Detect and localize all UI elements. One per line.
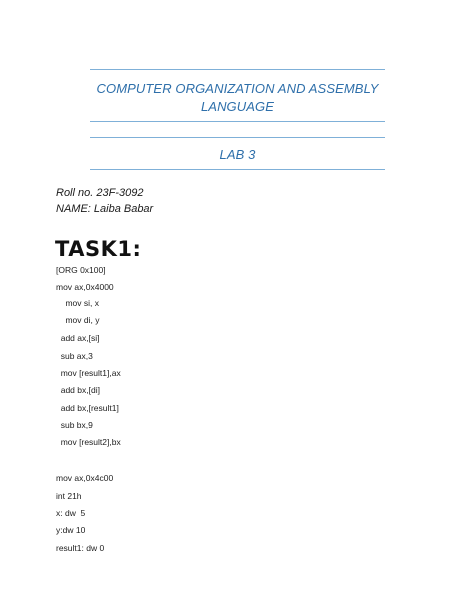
lab-bottom-rule — [90, 169, 385, 170]
code-line-8: add bx,[di] — [56, 385, 100, 395]
title-bottom-rule — [90, 121, 385, 122]
code-line-16: result1: dw 0 — [56, 543, 105, 553]
code-line-12: mov ax,0x4c00 — [56, 473, 114, 483]
task-heading: TASK1: — [55, 237, 142, 261]
title-top-rule — [90, 69, 385, 70]
code-line-15: y:dw 10 — [56, 525, 86, 535]
title-line-2: LANGUAGE — [200, 99, 275, 114]
code-line-7: mov [result1],ax — [56, 368, 121, 378]
code-line-6: sub ax,3 — [56, 351, 93, 361]
title-line-1: COMPUTER ORGANIZATION AND ASSEMBLY — [96, 81, 379, 96]
roll-number: Roll no. 23F-3092 — [56, 187, 144, 199]
code-line-2: mov ax,0x4000 — [56, 282, 114, 292]
code-line-9: add bx,[result1] — [56, 403, 119, 413]
code-line-13: int 21h — [56, 491, 82, 501]
code-line-3: mov si, x — [56, 298, 99, 308]
code-line-11: mov [result2],bx — [56, 437, 121, 447]
lab-number: LAB 3 — [219, 147, 256, 162]
lab-top-rule — [90, 137, 385, 138]
code-line-10: sub bx,9 — [56, 420, 93, 430]
code-line-14: x: dw 5 — [56, 508, 86, 518]
code-line-5: add ax,[si] — [56, 333, 100, 343]
student-name: NAME: Laiba Babar — [56, 203, 154, 215]
code-line-4: mov di, y — [56, 315, 100, 325]
code-line-1: [ORG 0x100] — [56, 265, 106, 275]
